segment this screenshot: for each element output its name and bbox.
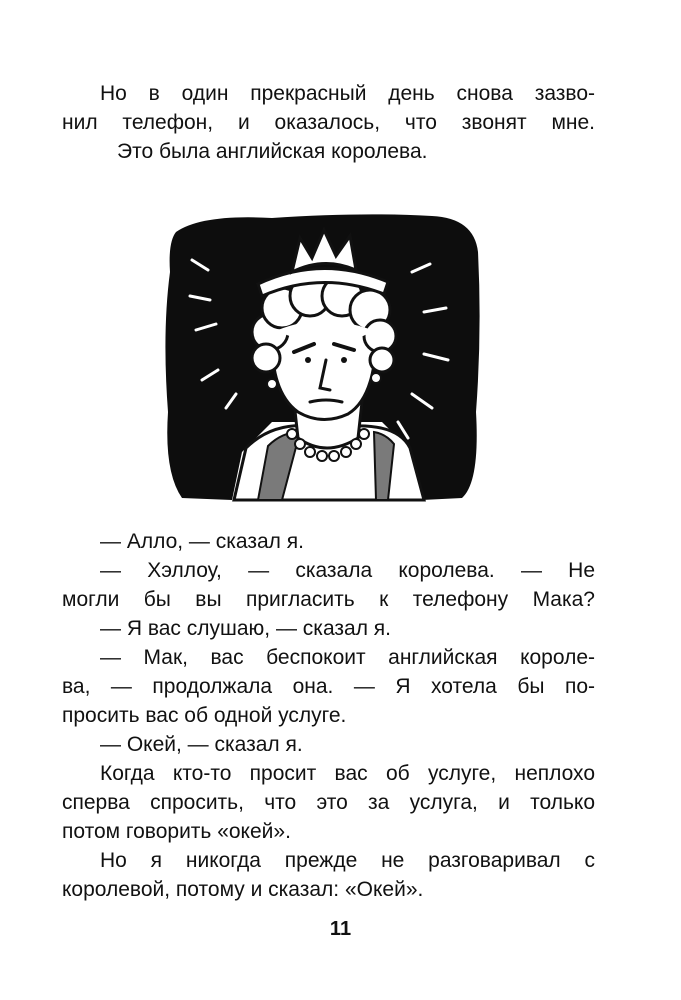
text-line: просить вас об одной услуге. xyxy=(62,704,347,727)
text-line: Это была английская королева. xyxy=(117,140,428,163)
text-line: — Мак, вас беспокоит английская короле- xyxy=(100,646,595,669)
text-line: Но я никогда прежде не разговаривал с xyxy=(100,849,595,872)
text-line: королевой, потому и сказал: «Окей». xyxy=(62,878,424,901)
text-line: ва, — продолжала она. — Я хотела бы по- xyxy=(62,675,595,698)
text-line: Когда кто-то просит вас об услуге, неплохо xyxy=(100,762,595,785)
page-number: 11 xyxy=(329,918,352,940)
text-line: — Я вас слушаю, — сказал я. xyxy=(100,617,391,640)
text-line: потом говорить «окей». xyxy=(62,820,291,843)
text-line: сперва спросить, что это за услуга, и только xyxy=(62,791,595,814)
text-line: Но в один прекрасный день снова зазво- xyxy=(100,82,595,105)
text-line: — Алло, — сказал я. xyxy=(100,530,304,553)
text-line: — Окей, — сказал я. xyxy=(100,733,303,756)
text-line: могли бы вы пригласить к телефону Мака? xyxy=(62,588,595,611)
text-line: — Хэллоу, — сказала королева. — Не xyxy=(100,559,595,582)
queen-portrait-icon xyxy=(162,212,482,502)
text-line: нил телефон, и оказалось, что звонят мне. xyxy=(62,111,595,134)
